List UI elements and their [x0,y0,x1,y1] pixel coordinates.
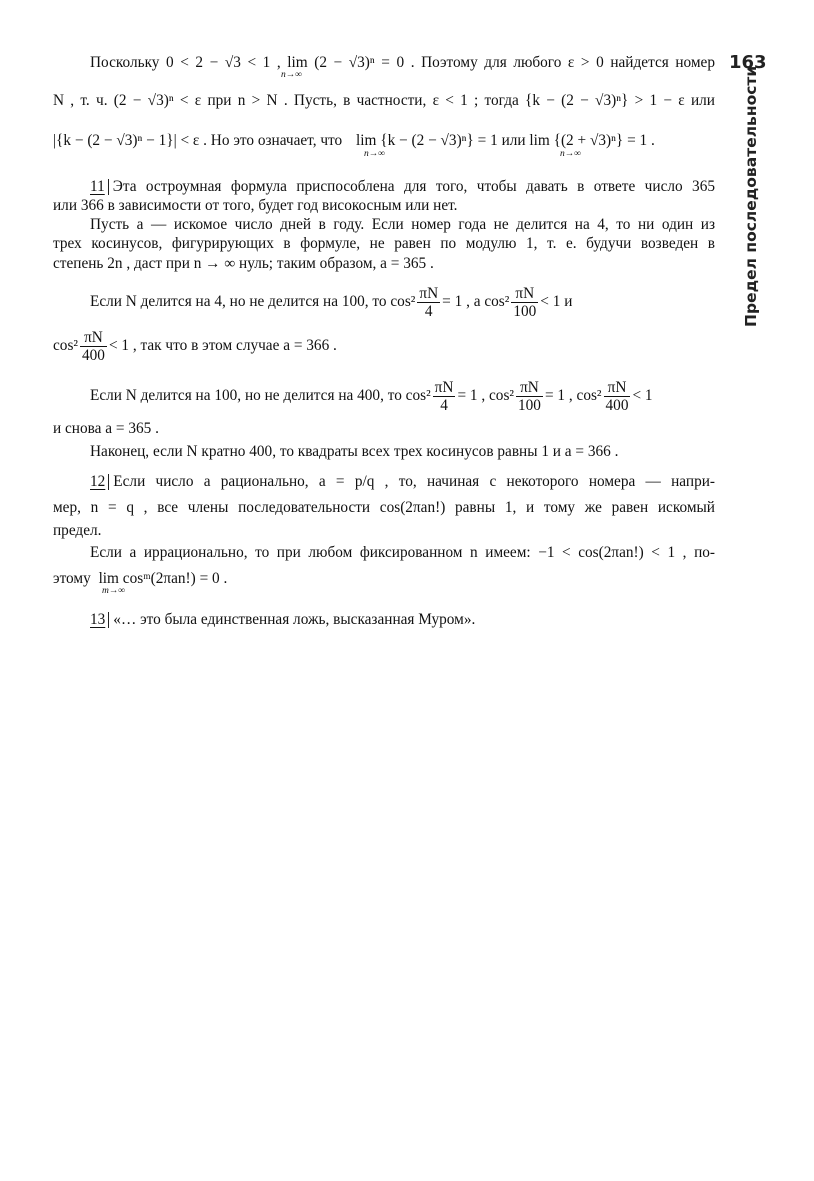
fraction-pi-n-over-400 [604,379,631,414]
text-line-content: < 1 и [540,293,573,310]
formula-line [53,376,715,416]
fraction-denominator: 4 [424,302,433,320]
text-line-content: |{k − (2 − √3)ⁿ − 1}| < ε . Но это означает, что [53,132,343,149]
text-line [53,522,715,540]
text-line-content: или 366 в зависимости от того, будет год високосным или нет. [53,197,458,214]
fraction-denominator: 100 [513,302,537,320]
text-line-content: N , т. ч. (2 − √3)ⁿ < ε при n > N . Пусть, в частности, ε < 1 ; тогда {k − (2 − √3)ⁿ} > 1 − ε или [53,92,715,109]
text-line [53,197,715,215]
text-line [53,544,715,562]
text-line-content: lim {k − (2 − √3)ⁿ} = 1 или lim {(2 + √3)ⁿ} = 1 . [356,132,655,149]
text-line [53,473,715,491]
limit-subscript [364,150,385,159]
fraction-pi-n-over-100 [516,379,543,414]
fraction-numerator: πN [516,379,543,397]
answer-label-11: 11 [90,179,109,195]
fraction-numerator: πN [434,378,454,396]
text-line-content: Пусть a — искомое число дней в году. Если номер года не делится на 4, то ни один из [90,216,715,233]
text-line-content: lim cosᵐ(2πan!) = 0 . [98,570,228,587]
text-line-content: Эта остроумная формула приспособлена для того, чтобы давать в ответе число 365 [112,178,715,195]
text-line-content: Если a иррационально, то при любом фиксированном n имеем: −1 < cos(2πan!) < 1 , по- [90,544,715,561]
text-line [53,92,715,110]
text-line-content: = 1 , cos² [457,387,514,404]
fraction-pi-n-over-400 [80,329,107,364]
text-line-content: этому [53,570,91,587]
page-number: 163 [729,52,767,73]
text-line-content: Если число a рационально, a = p/q , то, начиная с некоторого номера — напри- [113,473,715,490]
limit-subscript-text: n→∞ [364,149,386,159]
answer-label-13: 13 [90,612,109,628]
text-line-content: cos² [53,337,78,354]
text-line [53,178,715,196]
text-line-content: Поскольку 0 < 2 − √3 < 1 , lim (2 − √3)ⁿ = 0 . Поэтому для любого ε > 0 найдется номер [90,54,715,71]
text-line [53,255,715,273]
text-line [53,54,715,72]
fraction-numerator: πN [80,329,107,347]
text-line-content: мер, n = q , все члены последовательности cos(2πan!) равны 1, и тому же равен искомый [53,499,715,516]
text-line [53,235,715,253]
text-line-content: = 1 , а cos² [442,293,510,310]
limit-subscript [560,150,581,159]
text-line-content: < 1 , так что в этом случае a = 366 . [108,337,337,354]
limit-subscript-text: n→∞ [560,149,582,159]
text-line [53,216,715,234]
formula-line [53,326,715,366]
text-line [53,132,715,150]
fraction-pi-n-over-4 [433,379,456,414]
fraction-denominator: 4 [440,396,448,414]
text-line-content: трех косинусов, фигурирующих в формуле, не равен по модулю 1, т. е. будучи возведен в [53,235,715,252]
fraction-denominator: 400 [605,396,629,414]
text-line-content: «… это была единственная ложь, высказанная Муром». [113,611,476,628]
text-line-content: Наконец, если N кратно 400, то квадраты всех трех косинусов равны 1 и a = 366 . [90,443,619,460]
text-line-content: Если N делится на 4, но не делится на 100, то cos² [90,293,416,310]
limit-subscript [281,71,302,80]
fraction-pi-n-over-4 [417,285,440,320]
formula-line [53,282,715,322]
fraction-denominator: 100 [518,396,541,414]
fraction-numerator: πN [419,284,439,302]
running-head: Предел последовательности [742,65,760,327]
text-line [53,443,715,461]
text-line-content: Если N делится на 100, но не делится на 400, то cos² [90,387,431,404]
text-line-content: = 1 , cos² [544,387,602,404]
text-line [53,499,715,517]
text-line-content: предел. [53,522,102,539]
text-line [53,570,715,588]
fraction-numerator: πN [604,379,631,397]
fraction-pi-n-over-100 [511,285,538,320]
text-line-content: < 1 [632,387,653,404]
text-line [53,420,715,438]
fraction-denominator: 400 [81,346,105,364]
text-line-content: степень 2n , даст при n → ∞ нуль; таким образом, a = 365 . [53,255,434,272]
fraction-numerator: πN [511,285,538,303]
limit-subscript [102,587,125,596]
answer-label-12: 12 [90,474,109,490]
text-line [53,611,715,629]
text-line-content: и снова a = 365 . [53,420,159,437]
limit-subscript-text: m→∞ [102,586,126,596]
limit-subscript-text: n→∞ [281,70,303,80]
